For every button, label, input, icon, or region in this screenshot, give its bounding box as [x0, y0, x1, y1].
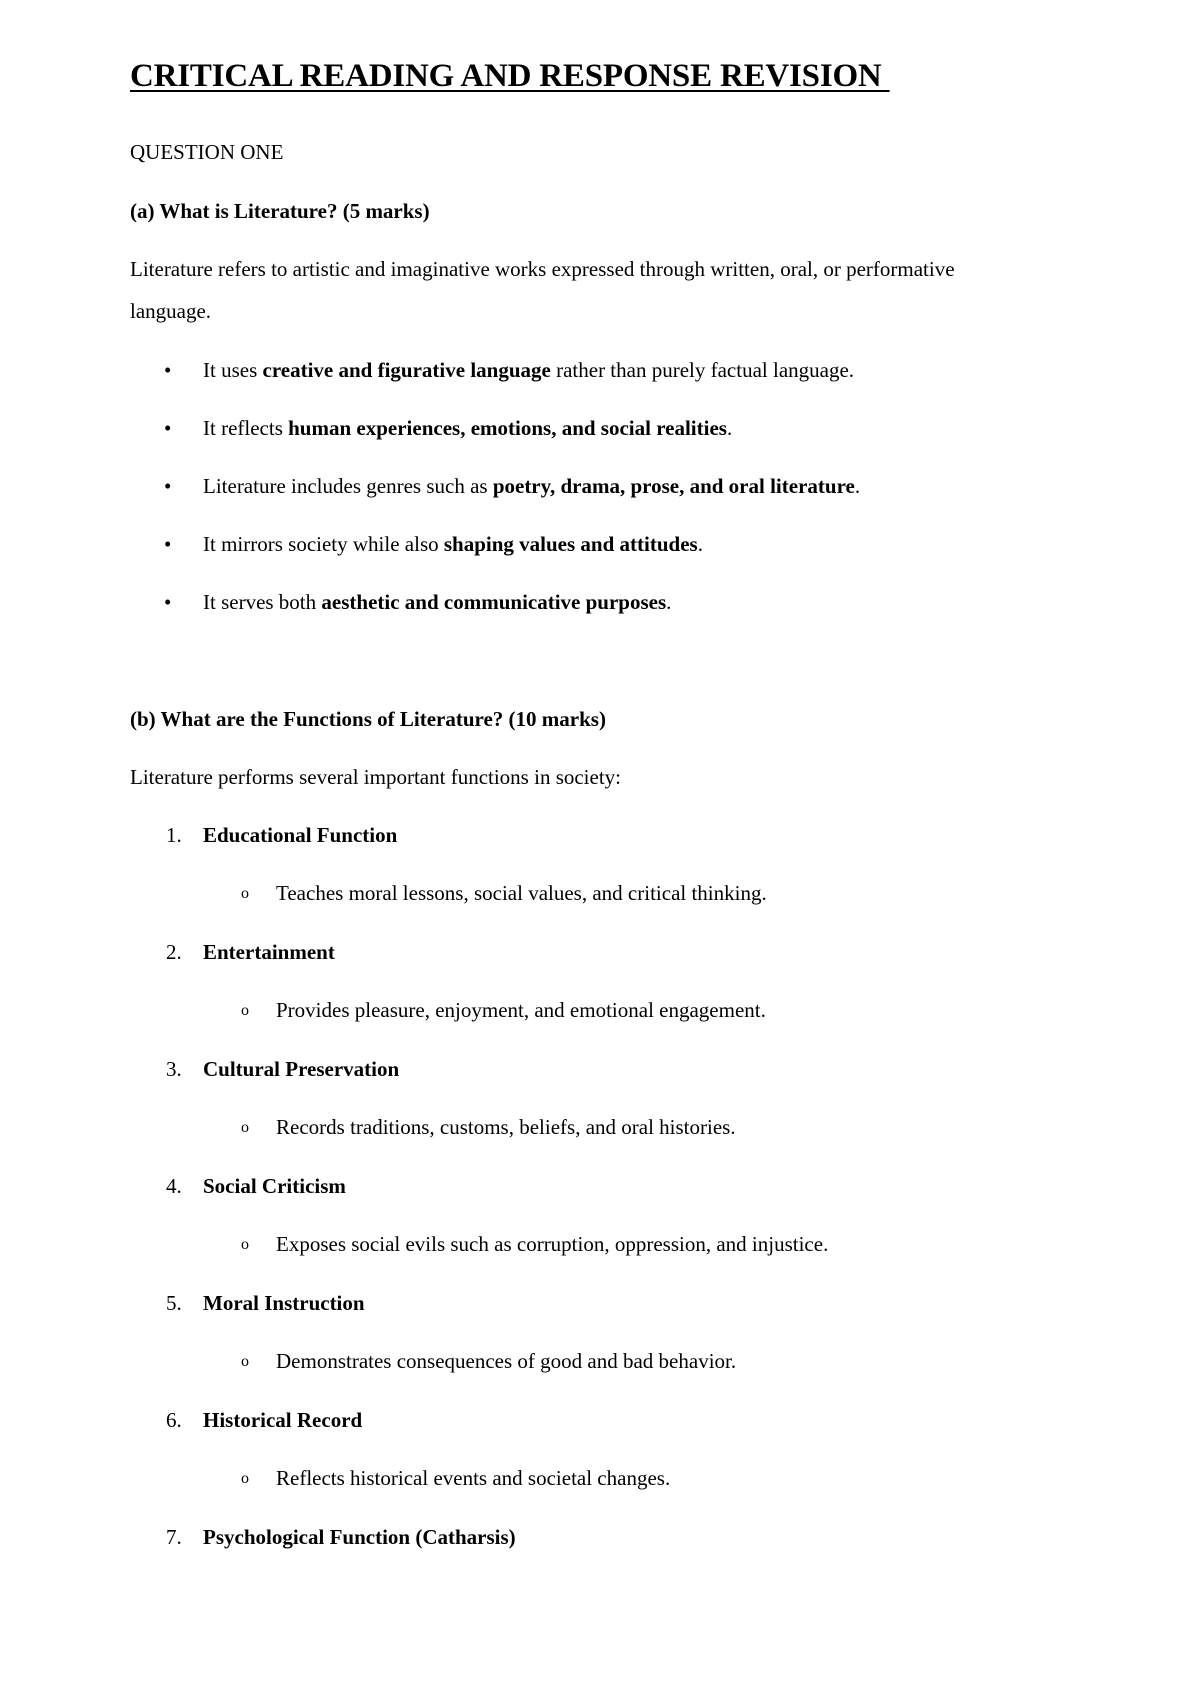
part-b-intro: Literature performs several important functions in society:: [130, 765, 622, 789]
sub-bullet-marker: o: [241, 1236, 249, 1253]
bullet-pre: It uses: [203, 358, 263, 382]
part-a-intro-line-1: Literature refers to artistic and imaginative works expressed through written, oral, or performative: [130, 257, 955, 281]
function-number: 6.: [166, 1408, 182, 1432]
bullet-item: [203, 589, 671, 615]
bullet-bold: poetry, drama, prose, and oral literature: [492, 474, 855, 498]
function-title: Cultural Preservation: [203, 1057, 400, 1081]
sub-bullet-marker: o: [241, 1353, 249, 1370]
function-number: 1.: [166, 823, 182, 847]
bullet-post: rather than purely factual language.: [550, 358, 855, 382]
function-detail: Teaches moral lessons, social values, and critical thinking.: [276, 881, 767, 905]
sub-bullet-marker: o: [241, 885, 249, 902]
function-title: Entertainment: [203, 940, 335, 964]
bullet-item: [203, 357, 854, 383]
part-a-intro-line-2: language.: [130, 299, 212, 323]
function-title: Social Criticism: [203, 1174, 346, 1198]
bullet-post: .: [666, 590, 672, 614]
bullet-post: .: [854, 474, 861, 498]
function-title: Moral Instruction: [203, 1291, 365, 1315]
function-title: Psychological Function (Catharsis): [203, 1525, 516, 1549]
question-label: QUESTION ONE: [130, 140, 284, 164]
function-detail: Exposes social evils such as corruption, oppression, and injustice.: [276, 1232, 829, 1256]
bullet-marker: •: [164, 358, 172, 382]
bullet-bold: human experiences, emotions, and social realities: [288, 416, 727, 440]
bullet-marker: •: [164, 416, 172, 440]
bullet-marker: •: [164, 590, 172, 614]
bullet-item: [203, 473, 860, 499]
function-title: Historical Record: [203, 1408, 363, 1432]
function-detail: Records traditions, customs, beliefs, and oral histories.: [276, 1115, 736, 1139]
function-title: Educational Function: [203, 823, 398, 847]
bullet-marker: •: [164, 474, 172, 498]
function-detail: Provides pleasure, enjoyment, and emotional engagement.: [276, 998, 766, 1022]
function-number: 5.: [166, 1291, 182, 1315]
bullet-item: [203, 531, 703, 557]
sub-bullet-marker: o: [241, 1002, 249, 1019]
function-number: 3.: [166, 1057, 182, 1081]
function-number: 4.: [166, 1174, 182, 1198]
bullet-pre: It reflects: [203, 416, 289, 440]
bullet-post: .: [697, 532, 703, 556]
bullet-bold: aesthetic and communicative purposes: [321, 590, 667, 614]
bullet-bold: shaping values and attitudes: [443, 532, 698, 556]
function-detail: Reflects historical events and societal changes.: [276, 1466, 671, 1490]
function-number: 2.: [166, 940, 182, 964]
function-number: 7.: [166, 1525, 182, 1549]
bullet-item: [203, 415, 732, 441]
bullet-post: .: [726, 416, 733, 440]
bullet-marker: •: [164, 532, 172, 556]
part-a-heading: (a) What is Literature? (5 marks): [130, 199, 430, 223]
bullet-pre: Literature includes genres such as: [203, 474, 493, 498]
bullet-pre: It mirrors society while also: [203, 532, 444, 556]
bullet-pre: It serves both: [203, 590, 322, 614]
part-b-heading: (b) What are the Functions of Literature? (10 marks): [130, 707, 606, 731]
sub-bullet-marker: o: [241, 1470, 249, 1487]
bullet-bold: creative and figurative language: [262, 358, 551, 382]
sub-bullet-marker: o: [241, 1119, 249, 1136]
function-detail: Demonstrates consequences of good and bad behavior.: [276, 1349, 737, 1373]
document-title: CRITICAL READING AND RESPONSE REVISION: [130, 58, 890, 94]
